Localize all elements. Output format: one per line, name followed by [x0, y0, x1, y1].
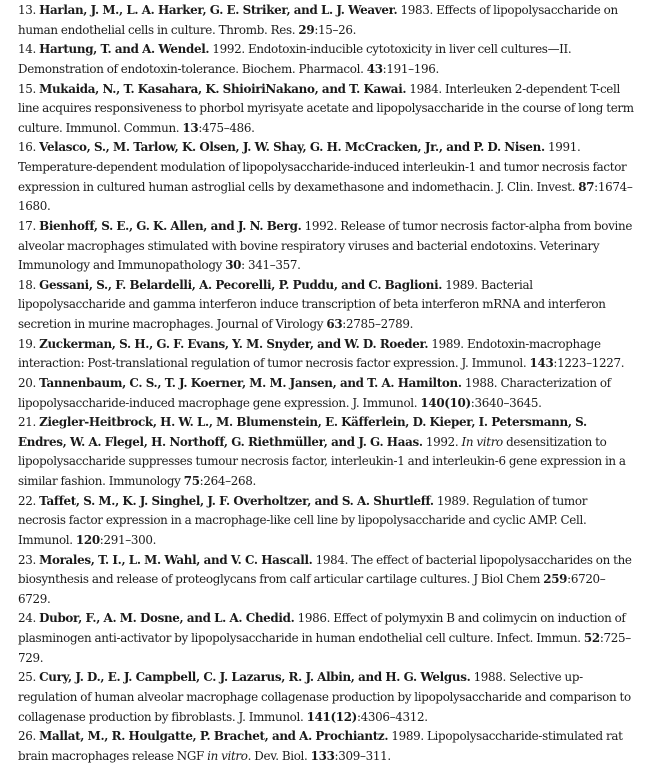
reference-22	[18, 492, 634, 551]
ref-volume: 259	[543, 572, 568, 587]
reference-19	[18, 335, 634, 374]
ref-title-italic: in vitro	[207, 748, 248, 763]
ref-pages: : 341–357.	[241, 258, 301, 273]
ref-volume: 13	[182, 120, 199, 135]
ref-source: J. Immunol.	[238, 709, 304, 724]
ref-year: 1989.	[391, 729, 424, 744]
ref-source: Immunology	[108, 474, 181, 488]
ref-volume: 52	[583, 631, 600, 645]
ref-number: 16.	[18, 140, 36, 155]
ref-year: 1984.	[315, 552, 349, 567]
ref-title: Selective up-regulation of human alveolar macrophage collagenase production by lipopolysaccharide and comparison to collagenase production by fibroblasts.	[18, 670, 631, 724]
ref-volume: 141(12)	[306, 709, 357, 724]
ref-source: J. Immunol.	[461, 356, 527, 371]
ref-title: Characterization of lipopolysaccharide-induced macrophage gene expression.	[18, 375, 611, 410]
ref-title: Bacterial lipopolysaccharide and gamma interferon induce transcription of beta interferon mRNA and interferon secretion in murine macrophages.	[18, 277, 606, 331]
ref-number: 18.	[18, 277, 36, 292]
ref-title: desensitization to lipopolysaccharide suppresses tumour necrosis factor, interleukin-1 and interleukin-6 gene expression in a similar fashion.	[18, 434, 626, 488]
ref-authors: Mukaida, N., T. Kasahara, K. ShioiriNakano, and T. Kawai.	[39, 81, 407, 96]
reference-26	[18, 727, 634, 766]
ref-pages: :264–268.	[199, 474, 256, 488]
ref-number: 17.	[18, 218, 36, 233]
ref-year: 1983.	[400, 3, 433, 17]
ref-authors: Mallat, M., R. Houlgatte, P. Brachet, and A. Prochiantz.	[39, 729, 389, 744]
ref-source: Cell. Immunol.	[18, 513, 587, 547]
reference-13	[18, 1, 634, 40]
ref-source: Veterinary Immunology and Immunopathology	[18, 238, 600, 273]
ref-volume: 140(10)	[420, 395, 471, 410]
ref-year: 1984.	[409, 81, 442, 96]
reference-23	[18, 551, 634, 610]
ref-year: 1986.	[297, 611, 331, 626]
ref-source: Dev. Biol.	[254, 748, 308, 763]
ref-source: Journal of Virology	[216, 317, 324, 331]
ref-source: J. Clin. Invest.	[496, 179, 576, 194]
ref-number: 19.	[18, 336, 36, 351]
ref-title: Regulation of tumor necrosis factor expression in a macrophage-like cell line by lipopolysaccharide and cyclic AMP.	[18, 493, 588, 528]
ref-pages: :475–486.	[198, 120, 255, 135]
ref-authors: Taffet, S. M., K. J. Singhel, J. F. Overholtzer, and S. A. Shurtleff.	[39, 493, 434, 508]
ref-source: Biochem. Pharmacol.	[241, 61, 364, 76]
ref-pages: :1223–1227.	[553, 356, 625, 371]
ref-year: 1988.	[464, 375, 498, 390]
ref-volume: 133	[310, 748, 335, 763]
reference-15	[18, 80, 634, 139]
ref-year: 1989.	[445, 277, 478, 292]
ref-volume: 75	[183, 474, 200, 488]
ref-authors: Velasco, S., M. Tarlow, K. Olsen, J. W. Shay, G. H. McCracken, Jr., and P. D. Nisen.	[39, 140, 545, 155]
ref-source: Immunol. Commun.	[65, 120, 180, 135]
reference-20	[18, 374, 634, 413]
reference-17	[18, 217, 634, 276]
ref-authors: Tannenbaum, C. S., T. J. Koerner, M. M. Jansen, and T. A. Hamilton.	[39, 375, 462, 390]
ref-authors: Ziegler-Heitbrock, H. W. L., M. Blumenstein, E. Käfferlein, D. Kieper, I. Petersmann, S. Endres, W. A. Flegel, H. Northoff, G. Riethmüller, and J. G. Haas.	[18, 415, 587, 449]
ref-title: Effect of polymyxin B and colimycin on induction of plasminogen anti-activator by lipopolysaccharide in human endothelial cell culture.	[18, 611, 626, 645]
ref-year: 1988.	[473, 670, 507, 685]
ref-title: Release of tumor necrosis factor-alpha from bovine alveolar macrophages stimulated with bovine respiratory viruses and bacterial endotoxins.	[18, 218, 633, 253]
ref-number: 14.	[18, 42, 36, 57]
ref-volume: 120	[75, 532, 100, 547]
ref-pages: :725–729.	[18, 631, 631, 665]
ref-volume: 29	[298, 22, 315, 37]
ref-title: Lipopolysaccharide-stimulated rat brain macrophages release NGF	[18, 729, 623, 763]
ref-pages: :4306–4312.	[357, 709, 428, 724]
ref-pages: :1674–1680.	[18, 179, 633, 214]
ref-volume: 43	[366, 61, 383, 76]
ref-pages: :15–26.	[314, 22, 357, 37]
ref-pages: :191–196.	[382, 61, 439, 76]
ref-title: Interleuken 2-dependent T-cell line acquires responsiveness to phorbol myrisyate acetate and lipopolysaccharide in the course of long term culture.	[18, 81, 634, 135]
reference-24	[18, 609, 634, 668]
ref-source: Thromb. Res.	[218, 22, 296, 37]
ref-year: 1989.	[436, 493, 470, 508]
ref-year: 1992.	[212, 42, 245, 57]
ref-authors: Harlan, J. M., L. A. Harker, G. E. Striker, and L. J. Weaver.	[39, 3, 398, 17]
ref-number: 13.	[18, 3, 36, 17]
ref-source: Infect. Immun.	[496, 631, 581, 645]
ref-title-italic: In vitro	[461, 434, 503, 449]
ref-title: The effect of bacterial lipopolysaccharides on the biosynthesis and release of proteoglycans from calf articular cartilage cultures.	[18, 552, 632, 587]
reference-14	[18, 40, 634, 79]
ref-pages: :3640–3645.	[470, 395, 542, 410]
ref-year: 1992.	[425, 434, 459, 449]
ref-authors: Hartung, T. and A. Wendel.	[39, 42, 210, 57]
ref-number: 15.	[18, 81, 36, 96]
ref-volume: 143	[529, 356, 554, 371]
ref-number: 24.	[18, 611, 36, 626]
ref-number: 23.	[18, 552, 36, 567]
ref-pages: :309–311.	[334, 748, 391, 763]
ref-title: Endotoxin-inducible cytotoxicity in liver cell cultures—II. Demonstration of endotoxin-tolerance.	[18, 42, 572, 76]
ref-year: 1991.	[548, 140, 581, 155]
reference-25	[18, 668, 634, 727]
ref-title: Endotoxin-macrophage interaction: Post-translational regulation of tumor necrosis factor expression.	[18, 336, 601, 371]
ref-authors: Morales, T. I., L. M. Wahl, and V. C. Hascall.	[39, 552, 313, 567]
ref-number: 22.	[18, 493, 36, 508]
ref-number: 26.	[18, 729, 36, 744]
reference-16	[18, 138, 634, 217]
ref-number: 21.	[18, 415, 36, 430]
ref-number: 25.	[18, 670, 36, 685]
ref-source: J Biol Chem	[473, 572, 541, 587]
ref-volume: 87	[578, 179, 595, 194]
ref-source: J. Immunol.	[352, 395, 418, 410]
ref-authors: Dubor, F., A. M. Dosne, and L. A. Chedid.	[39, 611, 295, 626]
ref-pages: :2785–2789.	[342, 317, 414, 331]
ref-title-end: .	[247, 748, 252, 763]
reference-18	[18, 276, 634, 335]
ref-year: 1992.	[304, 218, 338, 233]
ref-volume: 63	[326, 317, 343, 331]
ref-authors: Cury, J. D., E. J. Campbell, C. J. Lazarus, R. J. Albin, and H. G. Welgus.	[39, 670, 471, 685]
ref-title: Temperature-dependent modulation of lipopolysaccharide-induced interleukin-1 and tumor necrosis factor expression in cultured human astroglial cells by dexamethasone and indomethacin.	[18, 160, 627, 194]
ref-title: Effects of lipopolysaccharide on human endothelial cells in culture.	[18, 3, 618, 37]
ref-number: 20.	[18, 375, 36, 390]
ref-authors: Bienhoff, S. E., G. K. Allen, and J. N. Berg.	[39, 218, 302, 233]
ref-authors: Gessani, S., F. Belardelli, A. Pecorelli, P. Puddu, and C. Baglioni.	[39, 277, 443, 292]
ref-year: 1989.	[431, 336, 464, 351]
ref-authors: Zuckerman, S. H., G. F. Evans, Y. M. Snyder, and W. D. Roeder.	[39, 336, 429, 351]
ref-pages: :6720–6729.	[18, 572, 606, 606]
reference-21	[18, 413, 634, 492]
ref-volume: 30	[225, 258, 242, 273]
reference-list	[18, 1, 634, 766]
ref-pages: :291–300.	[99, 532, 157, 547]
